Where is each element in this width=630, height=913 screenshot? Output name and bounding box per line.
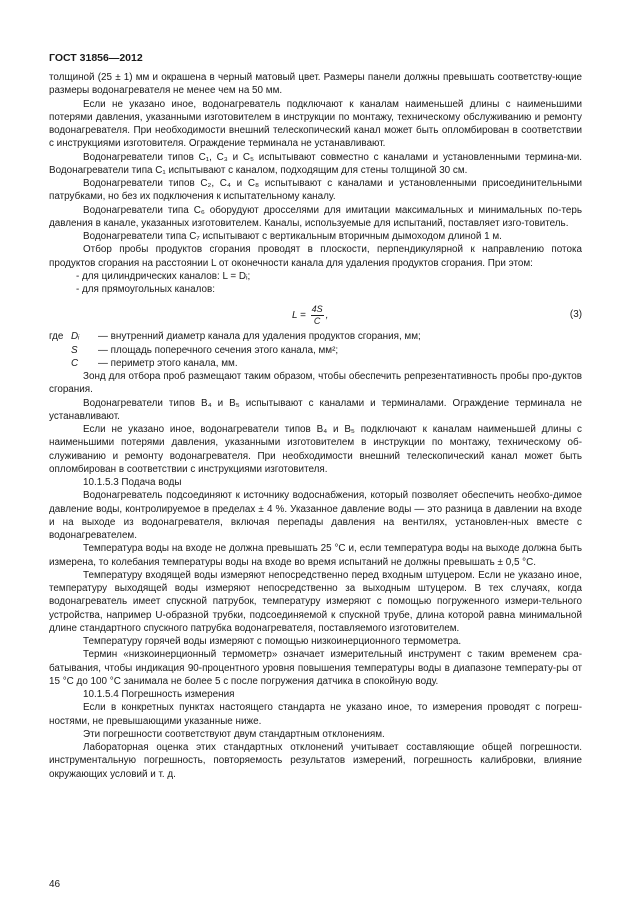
equation-lhs: L =: [292, 310, 306, 322]
page-number: 46: [49, 879, 61, 890]
section-heading: 10.1.5.3 Подача воды: [83, 477, 182, 488]
equation-3: [49, 296, 582, 330]
paragraph: Водонагреватели типов В₄ и В₅ испытывают с каналами и терминалами. Ограждение терминала не устанавливают.: [49, 397, 582, 422]
equation-formula: [292, 304, 328, 327]
paragraph: Если в конкретных пунктах настоящего стандарта не указано иное, то измерения проводят с погреш-ностями, не превышающими указанные ниже.: [49, 702, 582, 727]
paragraph: Водонагреватели типов С₁, С₃ и С₅ испытывают совместно с каналами и установленными термина-ми. Водонагреватели типа С₁ испытывают с каналом, подходящим для стены толщиной 30 см.: [49, 151, 582, 176]
definition-row: [49, 357, 582, 370]
definition-lead: [49, 357, 71, 370]
paragraph: Водонагреватели типа С₆ оборудуют дросселями для имитации максимальных и минимальных по-терь давления в канале, указанных изготовителем. Каналы, используемые для испытаний, поставляет изго-товитель.: [49, 204, 582, 229]
paragraph: Если не указано иное, водонагреватели типов В₄ и В₅ подключают к каналам наименьшей длины с наименьшими потерями давления, указанными изготовителем в инструкции по монтажу, техническому об-служиванию и ремонту водонагревателя. При необходимости внешний телескопический канал может быть опломбирован в соответствии с инструкциями изготовителя.: [49, 424, 582, 475]
paragraph: Водонагреватели типов С₂, С₄ и С₈ испытывают с каналами и установленными присоединительными патрубками, но без их подключения к испытательному каналу.: [49, 178, 582, 203]
definition-symbol: Dᵢ: [71, 331, 80, 343]
definition-lead: где: [49, 331, 64, 343]
definition-symbol: S: [71, 344, 78, 356]
paragraph: Водонагреватель подсоединяют к источнику водоснабжения, который позволяет обеспечить необхо-димое давление воды, контролируемое в пределах ± 4 %. Указанное давление воды — это разница в давлении на входе и на выходе из водонагревателя, включая перепады давления на вентилях, установлен-ных вместе с водонагревателем.: [49, 490, 582, 541]
paragraph: Температуру входящей воды измеряют непосредственно перед входным штуцером. Если не указано иное, температуру выходящей воды измеряют непосредственно за выходным штуцером. В тех случаях, когда водонагреватель имеет спускной патрубок, температуру измеряют с помощью погруженного измери-тельного устройства, например U-образной трубки, подсоединяемой к спускной трубе, длина которой равна минимальной длине стандартного спускного патрубка водонагревателя, поставляемого изготовителем.: [49, 569, 582, 634]
paragraph: толщиной (25 ± 1) мм и окрашена в черный матовый цвет. Размеры панели должны превышать соответству-ющие размеры водонагревателя не менее чем на 50 мм.: [49, 72, 582, 97]
definition-row: [49, 344, 582, 357]
definition-text: — периметр этого канала, мм.: [98, 357, 238, 369]
document-body: [49, 71, 582, 781]
paragraph: Температуру горячей воды измеряют с помощью низкоинерционного термометра.: [83, 636, 462, 647]
list-item: - для прямоугольных каналов:: [76, 284, 215, 295]
paragraph: Термин «низкоинерционный термометр» означает измерительный инструмент с таким временем сра-батывания, чтобы индикация 90-процентного уровня повышения температуры воды в диапазоне температу-ры от 15 °С до 100 °С занимала не более 5 с после погружения датчика в спокойную воду.: [49, 649, 582, 687]
definitions-list: [49, 330, 582, 370]
equation-fraction: [311, 304, 324, 327]
paragraph: Зонд для отбора проб размещают таким образом, чтобы обеспечить репрезентативность пробы про-дуктов сгорания.: [49, 371, 582, 396]
definition-row: [49, 330, 582, 343]
equation-tail: ,: [325, 310, 329, 322]
definition-lead: [49, 344, 71, 357]
equation-number: (3): [569, 309, 582, 321]
section-heading: 10.1.5.4 Погрешность измерения: [83, 689, 235, 700]
equation-numerator: 4S: [311, 304, 323, 315]
document-header: ГОСТ 31856—2012: [49, 52, 143, 64]
paragraph: Отбор пробы продуктов сгорания проводят в плоскости, перпендикулярной к направлению потока продуктов сгорания на расстоянии L от оконечности канала для удаления продуктов сгорания. При этом:: [49, 244, 582, 269]
paragraph: Эти погрешности соответствуют двум стандартным отклонениям.: [83, 728, 385, 740]
definition-text: — площадь поперечного сечения этого канала, мм²;: [98, 344, 339, 356]
equation-denominator: C: [313, 316, 321, 327]
paragraph: Температура воды на входе не должна превышать 25 °С и, если температура воды на выходе должна быть измерена, то колебания температуры воды на входе во время испытаний не должны превышать ± 0,5 °С.: [49, 543, 582, 568]
definition-text: — внутренний диаметр канала для удаления продуктов сгорания, мм;: [98, 331, 421, 343]
paragraph: Водонагреватели типа С₇ испытывают с вертикальным вторичным дымоходом длиной 1 м.: [83, 231, 502, 242]
paragraph: Лабораторная оценка этих стандартных отклонений учитывает составляющие общей погрешности. инструментальную погрешность, повторяемость результатов измерений, погрешность калибровки, влияние окружающих условий и т. д.: [49, 742, 582, 780]
paragraph: Если не указано иное, водонагреватель подключают к каналам наименьшей длины с наименьшими потерями давления, указанными изготовителем в инструкции по монтажу, техническому обслуживанию и ремонту водонагревателя. При необходимости внешний телескопический канал может быть опломбирован в соответствии с инструкциями изготовителя. Ограждение терминала не устанавливают.: [49, 98, 582, 150]
definition-symbol: C: [71, 357, 79, 369]
list-item: - для цилиндрических каналов: L = Dᵢ;: [76, 270, 251, 282]
